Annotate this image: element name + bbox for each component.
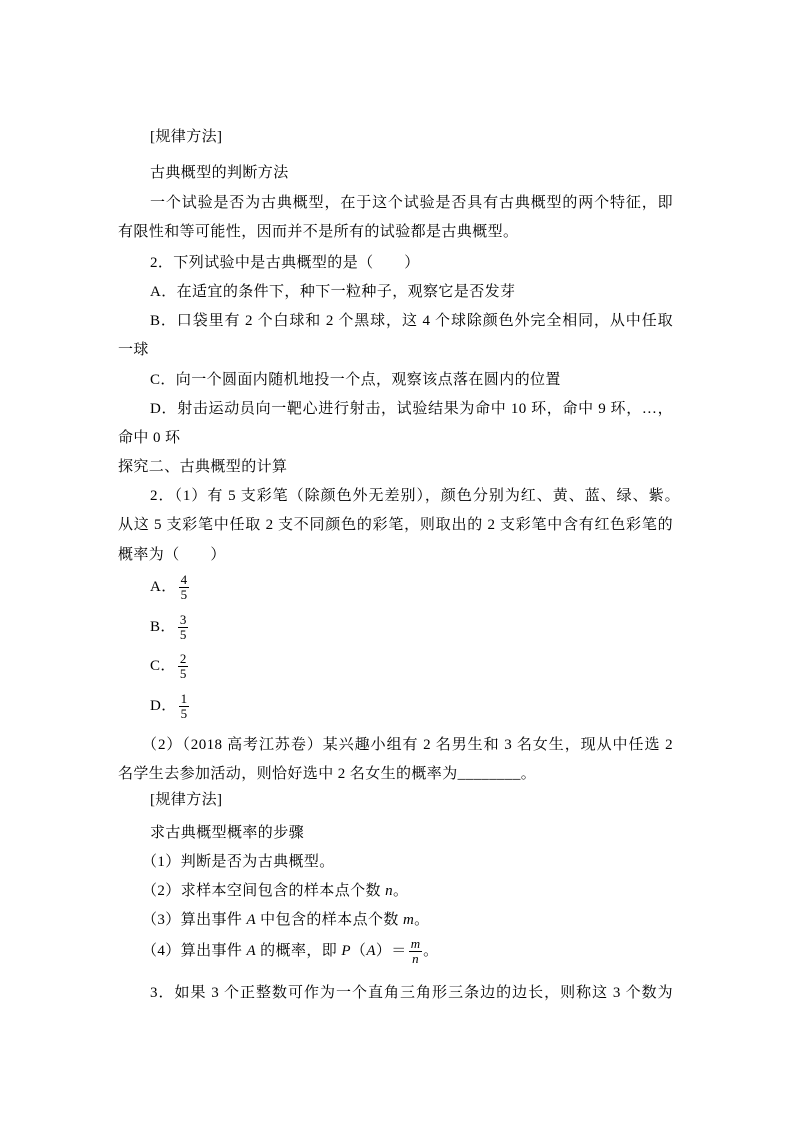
step-text: （ [350,943,367,959]
fraction-denominator: 5 [179,665,187,681]
option-label: D． [150,698,177,714]
fraction-denominator: 5 [180,705,188,721]
fraction-numerator: m [410,935,421,951]
option-c: C．向一个圆面内随机地投一个点，观察该点落在圆内的位置 [150,372,561,388]
question-line: （2）（2018 高考江苏卷）某兴趣小组有 2 名男生和 3 名女生，现从中任选 2 [142,737,673,753]
math-variable: A [366,943,376,959]
step-4 [142,937,439,965]
fraction-numerator: 4 [180,571,188,587]
step-text: 。 [392,883,409,899]
math-variable: n [385,883,393,899]
fraction [178,650,189,681]
fraction-numerator: 2 [179,650,187,666]
option-d-line: D．射击运动员向一靶心进行射击，试验结果为命中 10 环，命中 9 环，…， [150,401,673,417]
question-line: 2．（1）有 5 支彩笔（除颜色外无差别），颜色分别为红、黄、蓝、绿、紫。 [150,488,680,504]
method-heading: 古典概型的判断方法 [150,165,289,181]
step-4-text [142,941,407,961]
option-d-line: 命中 0 环 [118,430,181,446]
fraction [179,571,190,602]
paragraph-line: 一个试验是否为古典概型，在于这个试验是否具有古典概型的两个特征，即 [150,195,673,211]
section-title: 探究二、古典概型的计算 [118,459,288,475]
step-text: 中包含的样本点个数 [256,912,403,928]
option-label: B． [150,619,176,635]
option-d-row [150,692,190,720]
method-heading: 求古典概型概率的步骤 [150,825,305,841]
option-label: A． [150,579,177,595]
fraction [179,690,190,721]
step-text: 的概率，即 [256,943,342,959]
paragraph-line: 有限性和等可能性，因而并不是所有的试验都是古典概型。 [118,224,519,240]
step-1: （1）判断是否为古典概型。 [142,854,335,870]
method-tag: [规律方法] [150,792,223,808]
fraction-denominator: 5 [179,626,187,642]
option-a-row [150,573,190,601]
option-c-row [150,652,189,680]
math-variable: P [341,943,351,959]
step-2 [142,881,408,901]
step-text: 。 [414,912,430,928]
question-line: 概率为（ ） [118,547,226,563]
step-text: ）＝ [375,943,407,959]
method-tag: [规律方法] [150,129,223,145]
question-line: 3．如果 3 个正整数可作为一个直角三角形三条边的边长，则称这 3 个数为 [150,985,673,1001]
question-stem: 2．下列试验中是古典概型的是（ ） [150,255,420,271]
math-variable: A [246,912,257,928]
fraction-numerator: 1 [180,690,188,706]
option-label: C． [150,658,176,674]
math-variable: m [402,912,415,928]
step-text: （3）算出事件 [142,912,247,928]
option-b-row [150,613,189,641]
fraction-denominator: n [412,950,419,966]
fraction [178,611,189,642]
step-3 [142,910,430,930]
option-b-line: 一球 [118,342,149,358]
question-line: 从这 5 支彩笔中任取 2 支不同颜色的彩笔，则取出的 2 支彩笔中含有红色彩笔的 [118,517,673,533]
step-text: （4）算出事件 [142,943,247,959]
step-text: （2）求样本空间包含的样本点个数 [142,883,386,899]
math-variable: A [246,943,257,959]
option-a: A．在适宜的条件下，种下一粒种子，观察它是否发芽 [150,284,516,300]
fraction-denominator: 5 [180,586,188,602]
question-line: 名学生去参加活动，则恰好选中 2 名女生的概率为________。 [118,766,537,782]
option-b-line: B．口袋里有 2 个白球和 2 个黑球，这 4 个球除颜色外完全相同，从中任取 [150,313,673,329]
fraction [409,935,422,966]
step-text: 。 [423,943,439,959]
fraction-numerator: 3 [179,611,187,627]
